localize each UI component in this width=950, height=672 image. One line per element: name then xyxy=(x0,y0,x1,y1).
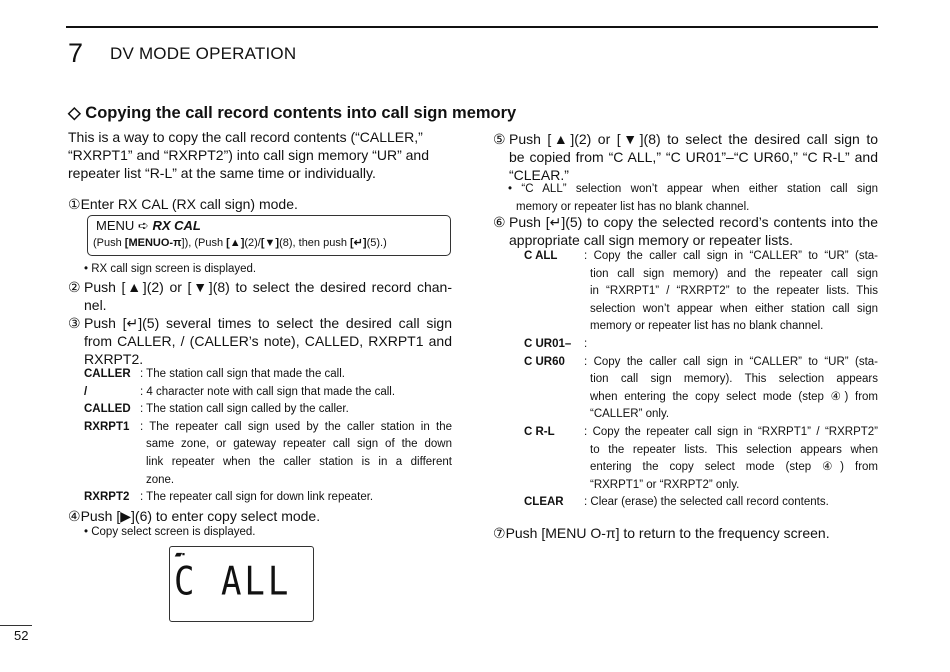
step-number: ③ xyxy=(68,315,81,331)
definition-row: CALLER : The station call sign that made the call. xyxy=(84,368,345,380)
step-4 xyxy=(68,507,320,525)
menu-item: RX CAL xyxy=(152,218,201,233)
menu-instructions: (Push [MENUO-π]), (Push [▲](2)/[▼](8), then push [↵](5).) xyxy=(93,237,387,249)
step-number: ④ xyxy=(68,508,81,524)
definition-row: CALLED : The station call sign called by the caller. xyxy=(84,403,349,416)
intro-paragraph xyxy=(68,128,429,182)
definition-row: RXRPT2 : The repeater call sign for down link repeater. xyxy=(84,491,374,504)
definition-row: C UR60 : Copy the caller call sign in “CALLER” to “UR” (sta- tion call sign memory). This selection appears when entering the copy select mode (step ④) from “CALLER” only. xyxy=(524,355,878,421)
step-7 xyxy=(493,524,830,542)
definition-row: C ALL : Copy the caller call sign in “CALLER” to “UR” (sta- tion call sign memory) and the repeater call sign in “RXRPT1” / “RXRPT2” to the repeater lists. This selection won’t appear when either station call sign memory or repeater list has no blank channel. xyxy=(524,250,878,333)
intro-line: “RXRPT1” and “RXRPT2”) into call sign memory “UR” and xyxy=(68,147,429,163)
step-2: ② Push [▲](2) or [▼](8) to select the desired record chan- nel. xyxy=(68,279,452,313)
step-1 xyxy=(68,195,298,213)
step-5: ⑤ Push [▲](2) or [▼](8) to select the desired call sign to be copied from “C ALL,” “C UR01”–“C UR60,” “C R-L” and “CLEAR.” xyxy=(493,131,878,183)
definition-row: CLEAR : Clear (erase) the selected call record contents. xyxy=(524,496,829,509)
diamond-icon: ◇ xyxy=(68,104,81,122)
step-text: Push [MENU O-π] to return to the frequency screen. xyxy=(505,525,830,541)
lcd-icon: ▰▪ xyxy=(175,549,186,559)
chapter-number: 7 xyxy=(68,38,84,68)
step-5-note: • “C ALL” selection won’t appear when either station call sign memory or repeater list has no blank channel. xyxy=(508,183,878,213)
step-6: ⑥ Push [↵](5) to copy the selected record’s contents into the appropriate call sign memory or repeater lists. xyxy=(493,214,878,248)
step-number: ⑦ xyxy=(493,525,506,541)
key-icon: O-π xyxy=(160,237,182,249)
arrow-icon: ➪ xyxy=(137,218,149,233)
step-number: ⑥ xyxy=(493,214,506,230)
definition-row: / : 4 character note with call sign that made the call. xyxy=(84,385,396,398)
page-number: 52 xyxy=(14,628,29,643)
page-number-rule xyxy=(0,625,32,626)
definition-row: C UR01– : xyxy=(524,337,588,350)
step-4-note: • Copy select screen is displayed. xyxy=(84,526,256,538)
definition-row: RXRPT1 : The repeater call sign used by the caller station in the same zone, or gateway repeater call sign of the down link repeater when the caller station is in a different zone. xyxy=(84,420,452,486)
lcd-text: C ALL xyxy=(174,559,292,605)
intro-line: This is a way to copy the call record contents (“CALLER,” xyxy=(68,129,423,145)
step-number: ② xyxy=(68,279,81,295)
header-rule xyxy=(66,26,878,28)
definition-row: C R-L : Copy the repeater call sign in “RXRPT1” / “RXRPT2” to the repeater lists. This selection appears when entering the copy select mode (step ④) from “RXRPT1” or “RXRPT2” only. xyxy=(524,425,878,491)
step-3: ③ Push [↵](5) several times to select the desired call sign from CALLER, / (CALLER’s note), CALLED, RXRPT1 and RXRPT2. xyxy=(68,315,452,367)
step-number: ⑤ xyxy=(493,131,506,147)
step-text: Enter RX CAL (RX call sign) mode. xyxy=(80,196,298,212)
chapter-title: DV MODE OPERATION xyxy=(110,44,297,63)
step-6-definitions xyxy=(524,248,878,512)
lcd-display xyxy=(169,546,314,622)
intro-line: repeater list “R-L” at the same time or individually. xyxy=(68,165,376,181)
section-title xyxy=(68,103,516,123)
menu-path-box xyxy=(87,215,451,256)
step-text: Push [▶](6) to enter copy select mode. xyxy=(80,508,321,524)
step-3-definitions xyxy=(84,366,452,507)
menu-path: MENU ➪ RX CAL xyxy=(96,218,201,233)
step-number: ① xyxy=(68,196,81,212)
step-1-note: • RX call sign screen is displayed. xyxy=(84,263,257,275)
section-title-text: Copying the call record contents into call sign memory xyxy=(85,104,517,122)
